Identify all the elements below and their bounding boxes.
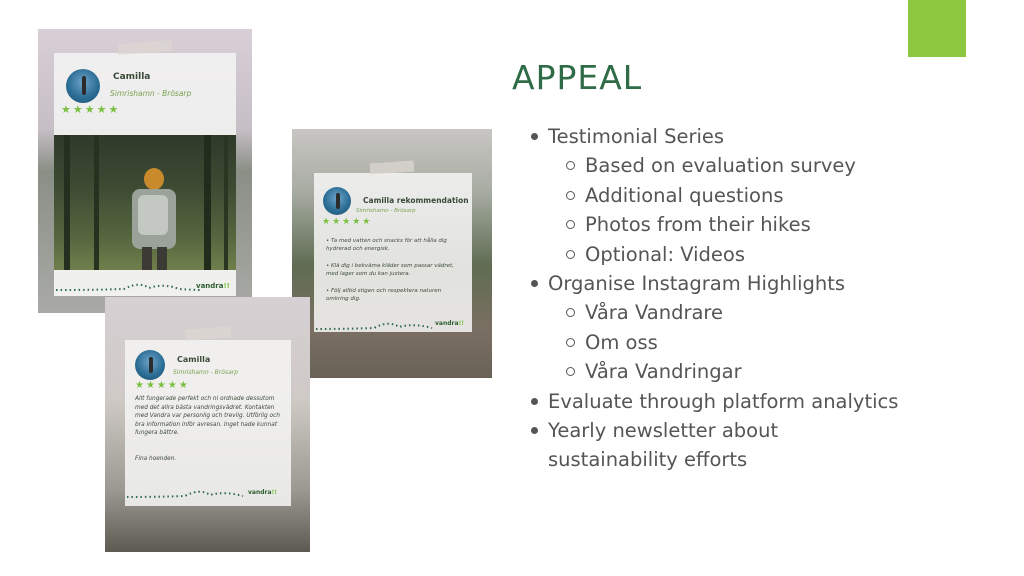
sub-bullet-item: Based on evaluation survey xyxy=(530,151,910,180)
sub-bullet-item: Våra Vandringar xyxy=(530,357,910,386)
trail-graphic xyxy=(314,318,434,332)
star-rating: ★★★★★ xyxy=(322,217,373,227)
bullet-item: Organise Instagram Highlights xyxy=(530,269,910,298)
bullet-item: Yearly newsletter about sustainability efforts xyxy=(530,416,910,475)
star-rating: ★★★★★ xyxy=(135,380,190,391)
reviewer-name: Camilla rekommendation xyxy=(363,196,469,205)
trail-graphic xyxy=(125,486,245,500)
logo-mark: !! xyxy=(458,320,465,327)
logo-mark: !! xyxy=(271,489,278,496)
route-label: Simrishamn - Brösarp xyxy=(110,89,192,98)
vandra-logo xyxy=(196,282,230,290)
tip-item: • Ta med vatten och snacks för att hålla dig hydrerad och energisk. xyxy=(326,238,447,252)
sub-bullet-item: Photos from their hikes xyxy=(530,210,910,239)
avatar xyxy=(66,69,100,103)
testimonial-card-recommendation xyxy=(292,129,492,378)
avatar xyxy=(323,187,351,215)
testimonial-card-review xyxy=(105,297,310,552)
route-label: Simrishamn - Brösarp xyxy=(173,369,239,376)
trail-graphic xyxy=(54,279,204,293)
logo-text: vandra xyxy=(196,282,224,290)
accent-square xyxy=(908,0,966,57)
tip-item: • Följ alltid stigen och respektera naturen omkring dig. xyxy=(326,288,442,302)
hiker-photo xyxy=(54,135,236,270)
star-rating: ★★★★★ xyxy=(61,103,121,116)
reviewer-name: Camilla xyxy=(177,355,211,364)
sub-bullet-item: Additional questions xyxy=(530,181,910,210)
testimonial-card-photo xyxy=(38,29,252,313)
logo-text: vandra xyxy=(248,489,272,496)
vandra-logo xyxy=(248,489,277,496)
review-text: Allt fungerade perfekt och ni ordnade dessutom med det allra bästa vandringsvädret. Kontakten med Vandra var personlig och trevlig. Utförlig och bra information inför avresan. Inget hade kunnat fungera bättre. xyxy=(135,396,280,437)
hiker-illustration xyxy=(54,135,236,270)
route-label: Simrishamn - Brösarp xyxy=(356,208,416,214)
reviewer-name: Camilla xyxy=(113,72,151,82)
logo-text: vandra xyxy=(435,320,459,327)
sub-bullet-item: Optional: Videos xyxy=(530,240,910,269)
bullet-item: Evaluate through platform analytics xyxy=(530,387,910,416)
slide-title: APPEAL xyxy=(512,58,643,97)
bullet-list xyxy=(530,122,910,475)
sub-bullet-item: Våra Vandrare xyxy=(530,298,910,327)
tip-item: • Klä dig i bekväma kläder som passar vädret, med lager som du kan justera. xyxy=(326,263,454,277)
avatar xyxy=(135,350,165,380)
logo-mark: !! xyxy=(223,282,230,290)
vandra-logo xyxy=(435,320,464,327)
review-signoff: Fina hoenden. xyxy=(135,456,177,462)
bullet-item: Testimonial Series xyxy=(530,122,910,151)
sub-bullet-item: Om oss xyxy=(530,328,910,357)
